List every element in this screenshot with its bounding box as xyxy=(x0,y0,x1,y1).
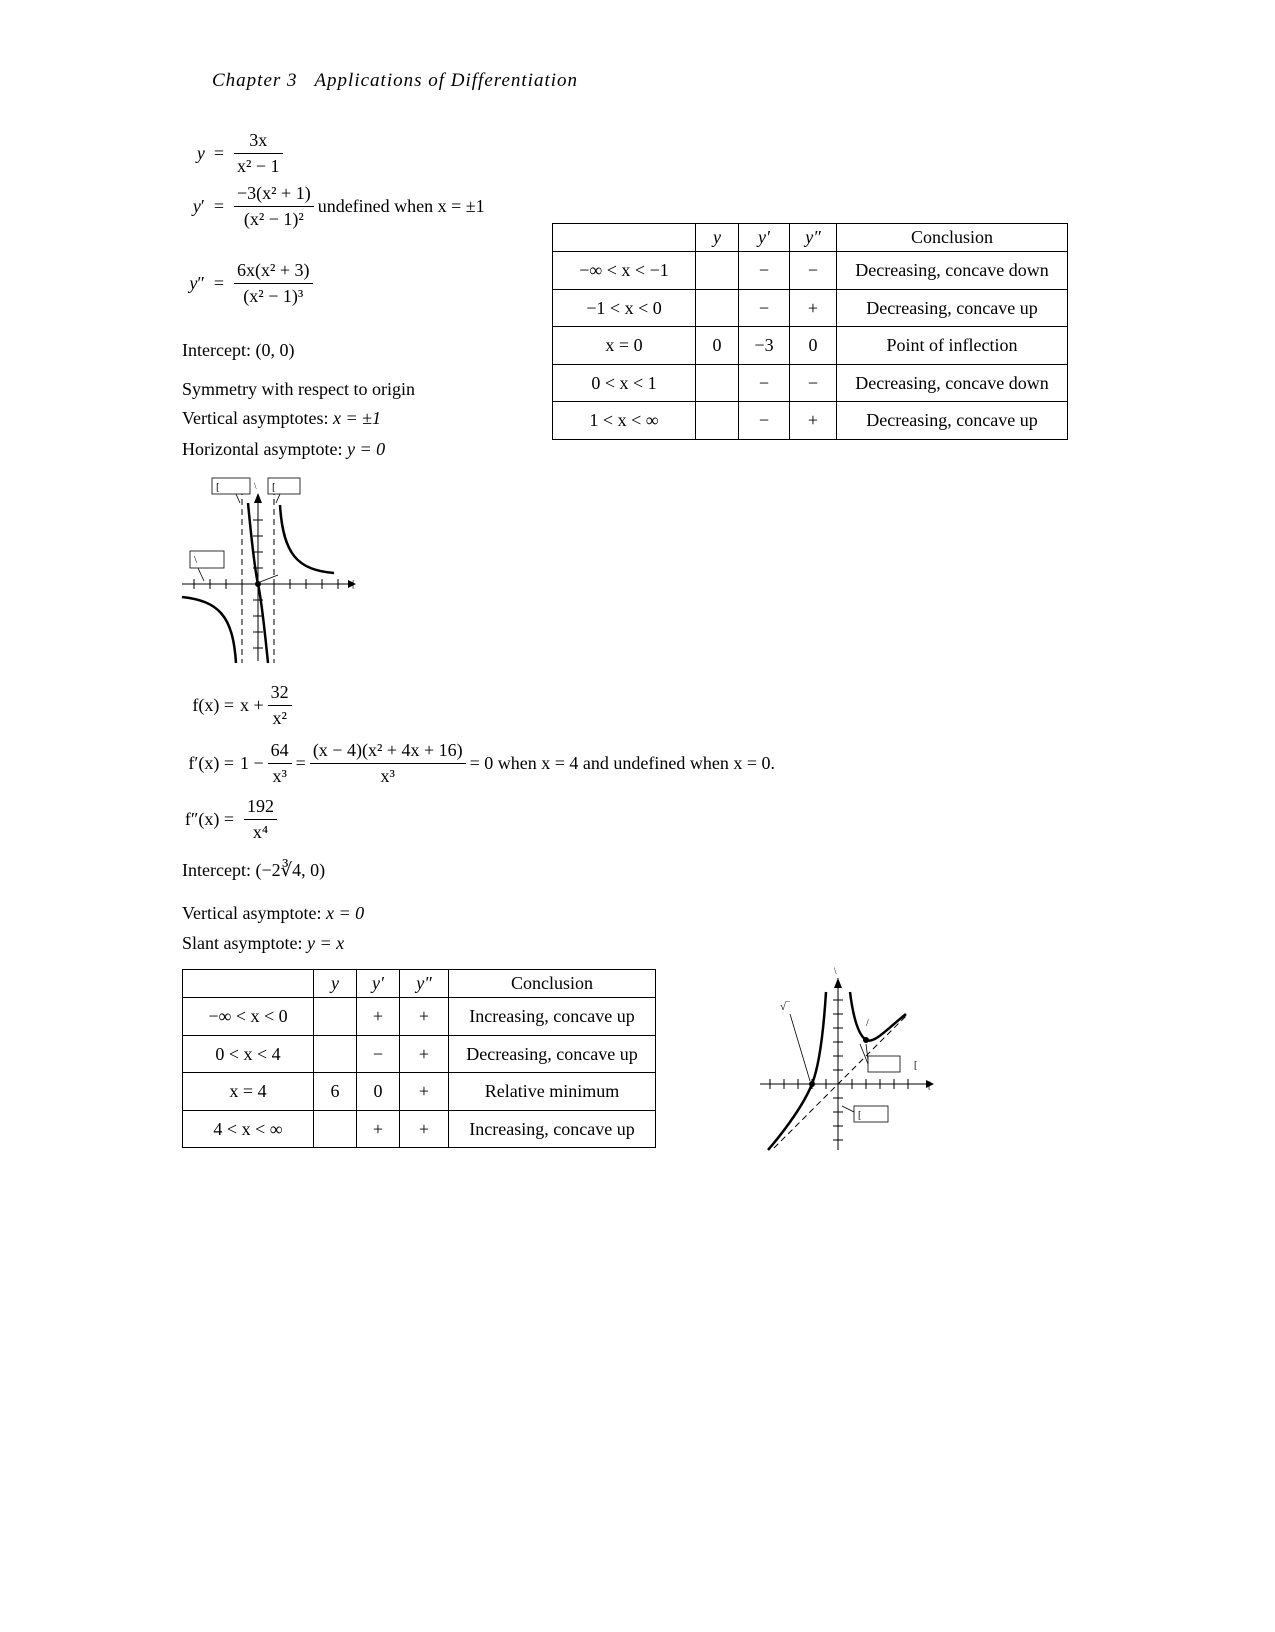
svg-text:[: [ xyxy=(272,481,276,493)
p1-curve-left-branch xyxy=(182,597,236,663)
p1-yprime-note: undefined when x = ±1 xyxy=(317,196,485,216)
p2-intercept-point xyxy=(809,1081,815,1087)
p2-graph xyxy=(756,964,936,1154)
p2-minimum-point xyxy=(863,1037,869,1043)
p2-intercept: Intercept: (−2∛4, 0) xyxy=(182,860,326,880)
svg-text:\: \ xyxy=(194,554,198,566)
p1-curve-right-branch xyxy=(280,505,334,573)
table-header-row: y y′ y″ Conclusion xyxy=(553,224,1068,252)
svg-text:[: [ xyxy=(858,1110,862,1121)
p2-curve-left-branch xyxy=(768,992,826,1150)
table-row: 0 < x < 1 − − Decreasing, concave down xyxy=(553,365,1068,402)
table-row: −∞ < x < 0 + + Increasing, concave up xyxy=(183,998,656,1036)
p1-conclusion-table xyxy=(552,223,1068,440)
p1-symmetry: Symmetry with respect to origin xyxy=(182,379,415,399)
table-row: −∞ < x < −1 − − Decreasing, concave down xyxy=(553,252,1068,290)
p1-horizontal-asymptote: Horizontal asymptote: y = 0 xyxy=(182,439,386,459)
p2-vertical-asymptote: Vertical asymptote: x = 0 xyxy=(182,903,365,923)
p1-intercept: Intercept: (0, 0) xyxy=(182,340,295,360)
table-row: 1 < x < ∞ − + Decreasing, concave up xyxy=(553,402,1068,440)
chapter-label: Chapter 3 xyxy=(212,70,298,91)
chapter-title: Applications of Differentiation xyxy=(314,70,579,91)
table-row: x = 4 6 0 + Relative minimum xyxy=(183,1073,656,1111)
p1-equation-y: y = $\frac{3x}{\text{x² − 1}}$ xyxy=(180,130,287,177)
p2-axis-label-y: \ xyxy=(834,966,837,976)
p2-axis-label-x: [ xyxy=(928,1080,931,1090)
p2-equation-f: f(x) = x + $\frac{32}{\text{x²}}$ xyxy=(180,682,296,729)
page-header xyxy=(212,70,578,92)
p1-axis-label-x: [ xyxy=(352,579,355,589)
p2-min-label: / xyxy=(866,1018,869,1029)
p2-root-label: √‾ xyxy=(780,1001,790,1013)
p1-equation-ydoubleprime: y″ = $\frac{\text{6x(x² + 3)}}{\text{(x² − 1)³}}$ xyxy=(180,260,317,307)
p1-graph xyxy=(178,475,358,665)
p1-axis-label-y: \ xyxy=(254,481,257,491)
table-row: −1 < x < 0 − + Decreasing, concave up xyxy=(553,290,1068,327)
p1-inflection-leader xyxy=(260,575,278,582)
p1-equation-yprime: y′ = $\frac{\text{−3(x² + 1)}}{\text{(x² − 1)²}}$ undefined when x = ±1 xyxy=(192,183,485,229)
p2-equation-fprime: f′(x) = 1 − $\frac{64}{\text{x³}}$ = $\frac{\text{(x − 4)(x² + 4x + 16)}}{\text{x³}}$ = 0 when x = 4 and undefined when x = 0. xyxy=(188,740,776,786)
p2-y-arrow-icon xyxy=(834,978,842,988)
p2-fprime-note: = 0 when x = 4 and undefined when x = 0. xyxy=(469,753,776,773)
p1-vertical-asymptotes: Vertical asymptotes: x = ±1 xyxy=(182,408,381,428)
table-header-row: y y′ y″ Conclusion xyxy=(183,970,656,998)
p2-conclusion-table xyxy=(182,969,656,1148)
p2-slant-asymptote: Slant asymptote: y = x xyxy=(182,933,345,953)
table-row: 4 < x < ∞ + + Increasing, concave up xyxy=(183,1111,656,1148)
p2-callout-right xyxy=(868,1056,900,1072)
p2-slant-asymptote-line xyxy=(774,1016,906,1148)
p1-y-arrow-icon xyxy=(254,493,262,503)
table-row: x = 0 0 −3 0 Point of inflection xyxy=(553,327,1068,365)
table-row: 0 < x < 4 − + Decreasing, concave up xyxy=(183,1036,656,1073)
p2-curve-right-branch xyxy=(850,992,906,1041)
svg-text:[: [ xyxy=(914,1060,918,1071)
p2-equation-fdoubleprime: f″(x) = $\frac{192}{\text{x⁴}}$ xyxy=(180,796,281,843)
svg-text:[: [ xyxy=(216,481,220,493)
